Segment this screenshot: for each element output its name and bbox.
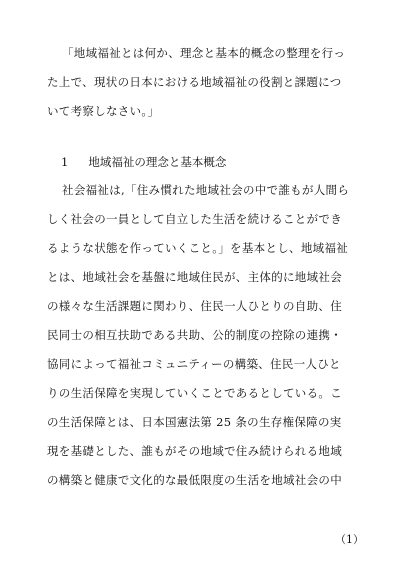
body-line: とは、地域社会を基盤に地域住民が、主体的に地域社会 <box>47 270 342 284</box>
body-line: 社会福祉は,「住み慣れた地域社会の中で誰もが人間ら <box>62 183 350 197</box>
body-line: の構築と健康で文化的な最低限度の生活を地域社会の中 <box>47 473 342 487</box>
body-line: りの生活保障を実現していくことであるとしている。こ <box>47 386 342 400</box>
assignment-line: た上で、現状の日本における地域福祉の役割と課題につ <box>47 75 342 89</box>
body-line: 協同によって福祉コミュニティーの構築、住民一人ひと <box>47 357 341 371</box>
body-line: の様々な生活課題に関わり、住民一人ひとりの自助、住 <box>47 299 342 313</box>
body-line: しく社会の一員として自立した生活を続けることができ <box>47 212 342 226</box>
body-line: 民同士の相互扶助である共助、公的制度の控除の連携・ <box>47 328 342 342</box>
body-line: の生活保障とは、日本国憲法第 25 条の生存権保障の実 <box>47 415 342 429</box>
body-line: るような状態を作っていくこと。」を基本とし、地域福祉 <box>47 241 349 255</box>
body-line: 現を基礎とした、誰もがその地域で住み続けられる地域 <box>47 444 342 458</box>
section-heading <box>61 155 226 169</box>
assignment-line: 「地域福祉とは何か、理念と基本的概念の整理を行っ <box>62 46 346 60</box>
page-number: （1） <box>335 533 364 546</box>
section-number: 1 <box>61 155 69 169</box>
section-title: 地域福祉の理念と基本概念 <box>88 155 227 169</box>
assignment-line: いて考察しなさい。」 <box>47 104 160 118</box>
